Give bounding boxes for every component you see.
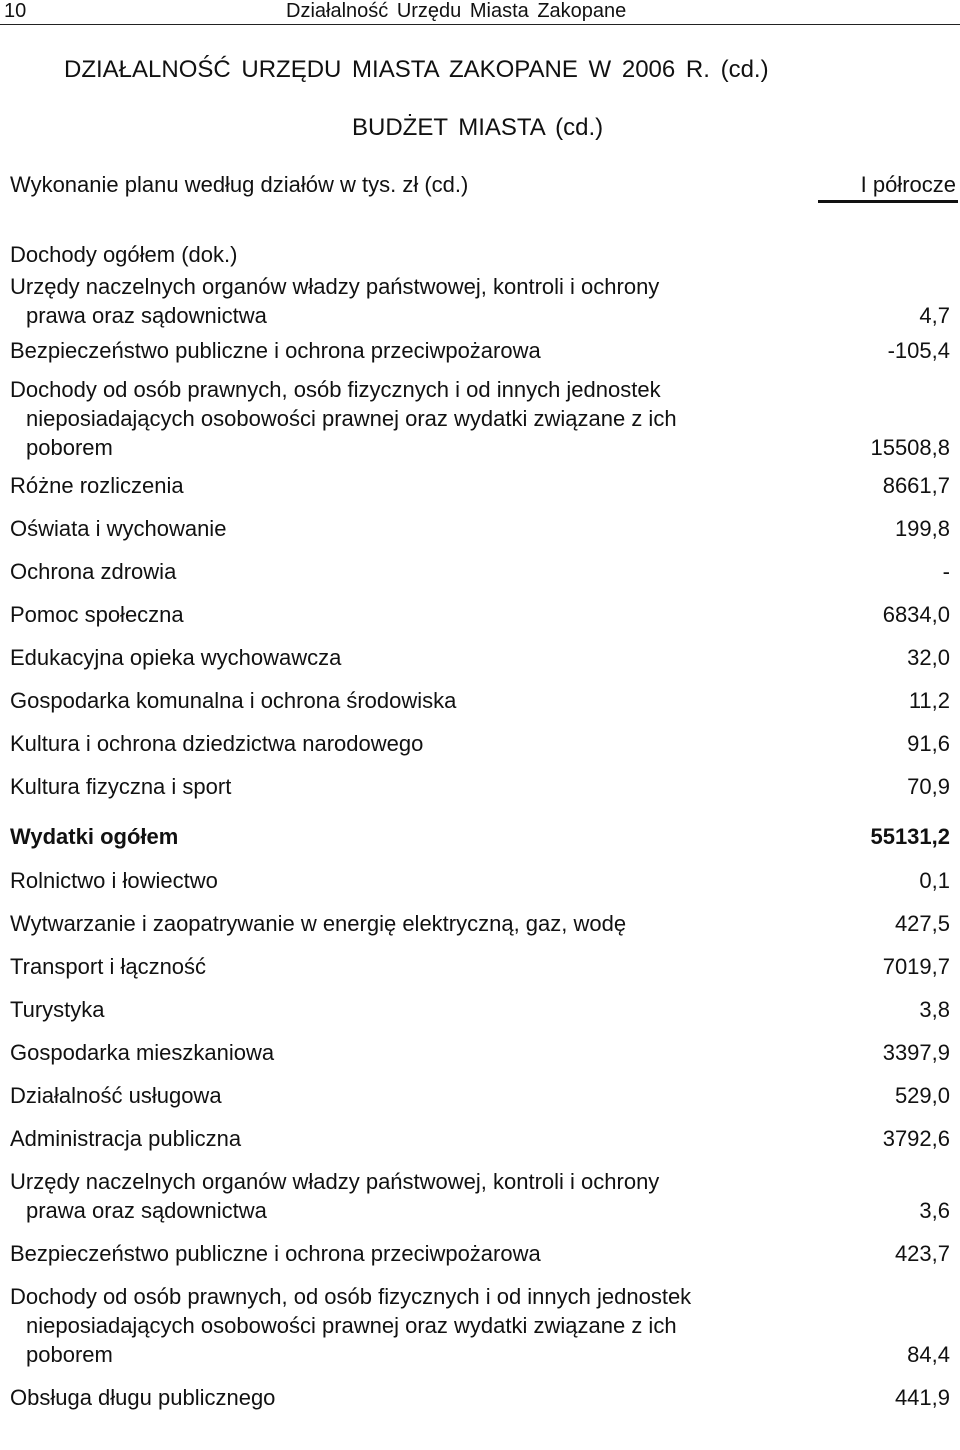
row-value: 0,1 xyxy=(919,868,950,893)
row-label xyxy=(0,729,960,758)
page-title: DZIAŁALNOŚĆ URZĘDU MIASTA ZAKOPANE W 2006 R. (cd.) xyxy=(64,56,769,83)
table-row xyxy=(0,909,960,938)
table-row xyxy=(0,995,960,1024)
table-row xyxy=(0,1038,960,1067)
table-row xyxy=(0,952,960,981)
row-value: 6834,0 xyxy=(882,602,950,627)
table-row xyxy=(0,822,960,851)
row-value: 529,0 xyxy=(894,1083,950,1108)
row-value: 32,0 xyxy=(907,645,950,670)
row-label-line: Gospodarka mieszkaniowa xyxy=(10,1040,275,1065)
table-row xyxy=(0,1239,960,1268)
row-value: 441,9 xyxy=(894,1385,950,1410)
row-label xyxy=(0,514,960,543)
row-label-line: Transport i łączność xyxy=(10,954,207,979)
row-label-line: Dochody od osób prawnych, od osób fizycznych i od innych jednostek xyxy=(10,1284,692,1309)
row-label-line: Dochody ogółem (dok.) xyxy=(10,242,238,267)
row-value: 15508,8 xyxy=(870,435,950,460)
row-label-line: Wydatki ogółem xyxy=(10,824,179,849)
row-label xyxy=(0,822,960,851)
table-row xyxy=(0,1282,960,1369)
running-header xyxy=(0,0,960,25)
row-label xyxy=(0,643,960,672)
table-row xyxy=(0,471,960,500)
row-value: 11,2 xyxy=(908,688,950,713)
table-row xyxy=(0,240,960,269)
table-row xyxy=(0,1167,960,1225)
row-label xyxy=(0,1167,960,1225)
row-label xyxy=(0,952,960,981)
table-row xyxy=(0,336,960,365)
table-row xyxy=(0,514,960,543)
row-label-line: nieposiadających osobowości prawnej oraz wydatki związane z ich xyxy=(26,1313,677,1338)
budget-table xyxy=(0,226,960,1412)
row-label-line: poborem xyxy=(26,1342,113,1367)
table-row xyxy=(0,1383,960,1412)
row-label xyxy=(0,1239,960,1268)
row-label-line: Kultura fizyczna i sport xyxy=(10,774,232,799)
section-subtitle: BUDŻET MIASTA (cd.) xyxy=(352,114,604,141)
table-row xyxy=(0,686,960,715)
row-value: 84,4 xyxy=(907,1342,950,1367)
row-label xyxy=(0,557,960,586)
page-number: 10 xyxy=(4,0,27,22)
row-label-line: Rolnictwo i łowiectwo xyxy=(10,868,218,893)
table-row xyxy=(0,866,960,895)
row-label xyxy=(0,686,960,715)
row-label-line: Działalność usługowa xyxy=(10,1083,222,1108)
row-label xyxy=(0,995,960,1024)
row-value: 8661,7 xyxy=(882,473,950,498)
row-value: 7019,7 xyxy=(882,954,950,979)
row-label xyxy=(0,909,960,938)
row-label xyxy=(0,1124,960,1153)
plan-description: Wykonanie planu według działów w tys. zł (cd.) xyxy=(10,172,469,197)
table-row xyxy=(0,729,960,758)
row-label-line: Administracja publiczna xyxy=(10,1126,242,1151)
row-label xyxy=(0,600,960,629)
row-label-line: Bezpieczeństwo publiczne i ochrona przeciwpożarowa xyxy=(10,338,541,363)
row-label xyxy=(0,1383,960,1412)
row-value: 3792,6 xyxy=(882,1126,950,1151)
row-value: 199,8 xyxy=(894,516,950,541)
row-label-line: Edukacyjna opieka wychowawcza xyxy=(10,645,342,670)
table-row xyxy=(0,1081,960,1110)
row-label xyxy=(0,471,960,500)
row-value: 3,8 xyxy=(919,997,950,1022)
row-label xyxy=(0,866,960,895)
table-row xyxy=(0,643,960,672)
row-value: 91,6 xyxy=(907,731,950,756)
row-label xyxy=(0,1081,960,1110)
row-value: 427,5 xyxy=(894,911,950,936)
row-label-line: Dochody od osób prawnych, osób fizycznych i od innych jednostek xyxy=(10,377,661,402)
row-label-line: poborem xyxy=(26,435,113,460)
row-label-line: Kultura i ochrona dziedzictwa narodowego xyxy=(10,731,424,756)
row-label-line: prawa oraz sądownictwa xyxy=(26,1198,267,1223)
row-value: 70,9 xyxy=(907,774,950,799)
row-label xyxy=(0,1038,960,1067)
row-label-line: Bezpieczeństwo publiczne i ochrona przeciwpożarowa xyxy=(10,1241,541,1266)
row-value: 55131,2 xyxy=(870,824,950,849)
row-label xyxy=(0,1282,960,1369)
running-title: Działalność Urzędu Miasta Zakopane xyxy=(286,0,627,22)
row-label-line: Urzędy naczelnych organów władzy państwowej, kontroli i ochrony xyxy=(10,274,660,299)
row-label xyxy=(0,772,960,801)
row-label-line: Ochrona zdrowia xyxy=(10,559,177,584)
row-label xyxy=(0,336,960,365)
row-value: 3,6 xyxy=(919,1198,950,1223)
table-row xyxy=(0,1124,960,1153)
table-row xyxy=(0,557,960,586)
row-label-line: Obsługa długu publicznego xyxy=(10,1385,276,1410)
row-label-line: Turystyka xyxy=(10,997,105,1022)
row-label-line: Wytwarzanie i zaopatrywanie w energię elektryczną, gaz, wodę xyxy=(10,911,627,936)
row-label-line: Gospodarka komunalna i ochrona środowiska xyxy=(10,688,457,713)
row-value: - xyxy=(942,559,950,584)
row-label-line: nieposiadających osobowości prawnej oraz wydatki związane z ich xyxy=(26,406,677,431)
row-value: 4,7 xyxy=(919,303,950,328)
table-row xyxy=(0,600,960,629)
row-label xyxy=(0,240,960,269)
row-label-line: Pomoc społeczna xyxy=(10,602,184,627)
row-label-line: prawa oraz sądownictwa xyxy=(26,303,267,328)
row-label xyxy=(0,375,960,462)
table-row xyxy=(0,272,960,330)
row-label-line: Oświata i wychowanie xyxy=(10,516,227,541)
period-column-header: I półrocze xyxy=(818,172,958,203)
row-value: -105,4 xyxy=(887,338,950,363)
table-row xyxy=(0,375,960,462)
row-value: 423,7 xyxy=(894,1241,950,1266)
row-label-line: Różne rozliczenia xyxy=(10,473,184,498)
row-value: 3397,9 xyxy=(882,1040,950,1065)
row-label-line: Urzędy naczelnych organów władzy państwowej, kontroli i ochrony xyxy=(10,1169,660,1194)
table-row xyxy=(0,772,960,801)
row-label xyxy=(0,272,960,330)
